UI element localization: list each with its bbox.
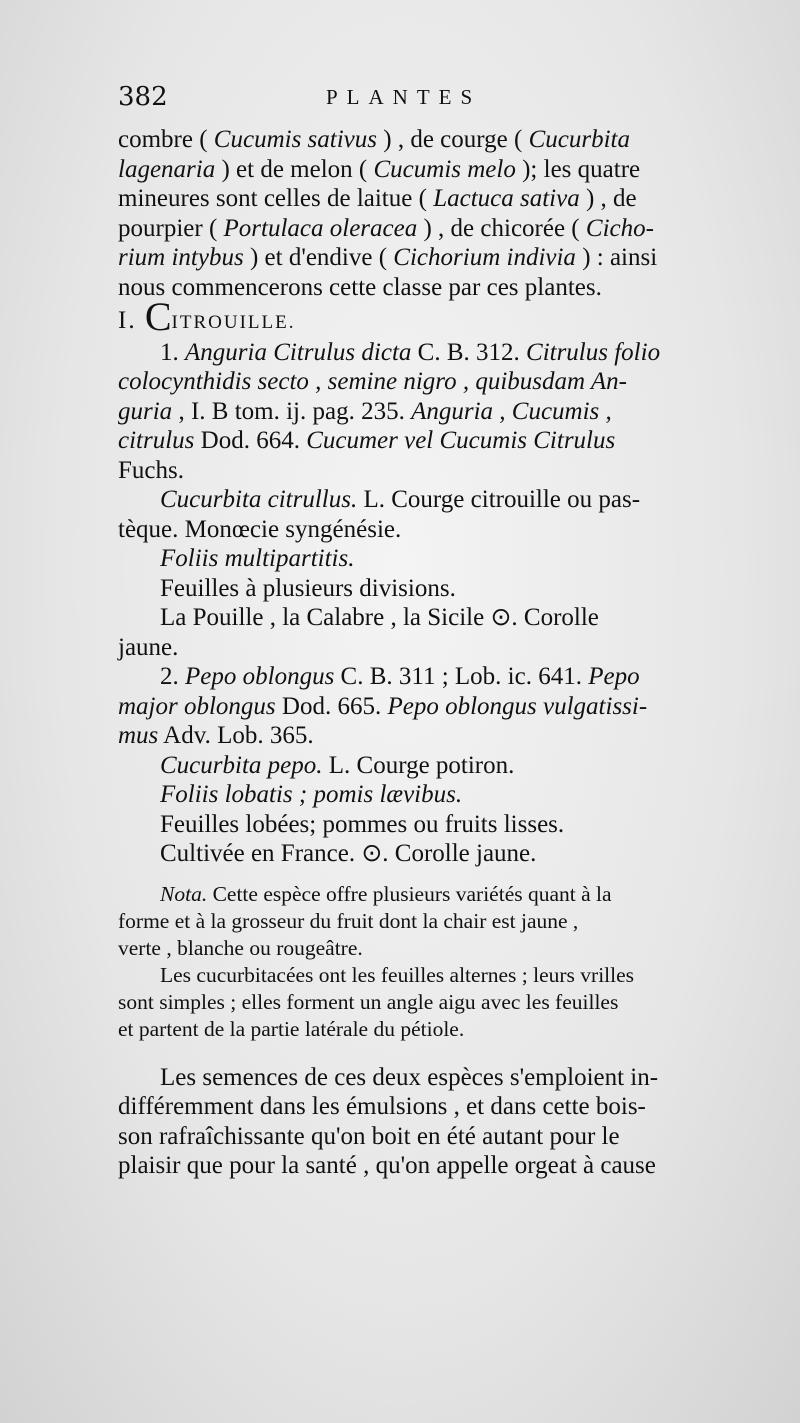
section-heading: I. CITROUILLE. xyxy=(118,294,296,339)
nota-paragraph: Nota. Cette espèce offre plusieurs variétés quant à la forme et à la grosseur du fruit dont la chair est jaune , verte , blanche ou rougeâtre. xyxy=(118,881,612,960)
species-entry-1-habitat: La Pouille , la Calabre , la Sicile ⊙. Corolle jaune. xyxy=(118,604,599,661)
species-entry-1-diagnosis: Foliis multipartitis. xyxy=(160,545,355,572)
intro-paragraph: combre ( Cucumis sativus ) , de courge ( Cucurbita lagenaria ) et de melon ( Cucumis melo ); les quatre mineures sont celles de laitue ( Lactuca sativa ) , de pourpier ( Portulaca oleracea ) , de chicorée ( Cicho- rium intybus ) et d'endive ( Cichorium indivia ) : ainsi nous commencerons cette classe par ces plantes. xyxy=(118,126,658,301)
final-paragraph: Les semences de ces deux espèces s'emploient in- différemment dans les émulsions , et dans cette bois- son rafraîchissante qu'on boit en été autant pour le plaisir que pour la santé , qu'on appelle orgeat à cause xyxy=(118,1063,659,1179)
species-entry-1-linnaeus: Cucurbita citrullus. L. Courge citrouille ou pas- tèque. Monœcie syngénésie. xyxy=(118,486,641,543)
running-title: PLANTES xyxy=(326,85,482,109)
cucurbitaceae-note: Les cucurbitacées ont les feuilles alternes ; leurs vrilles sont simples ; elles forment un angle aigu avec les feuilles et partent de la partie latérale du pétiole. xyxy=(118,962,635,1041)
page-header xyxy=(118,82,778,122)
species-entry-1-leaves: Feuilles à plusieurs divisions. xyxy=(160,574,456,602)
species-entry-2-habitat: Cultivée en France. ⊙. Corolle jaune. xyxy=(160,840,537,867)
species-entry-2-linnaeus: Cucurbita pepo. L. Courge potiron. xyxy=(160,751,515,779)
species-entry-2-leaves: Feuilles lobées; pommes ou fruits lisses. xyxy=(160,810,565,838)
page-body xyxy=(118,125,778,1181)
species-entry-2: 2. Pepo oblongus C. B. 311 ; Lob. ic. 641. Pepo major oblongus Dod. 665. Pepo oblongus vulgatissi- mus Adv. Lob. 365. xyxy=(118,663,648,749)
species-entry-1: 1. Anguria Citrulus dicta C. B. 312. Citrulus folio colocynthidis secto , semine nigro , quibusdam An- guria , I. B tom. ij. pag. 235. Anguria , Cucumis , citrulus Dod. 664. Cucumer vel Cucumis Citrulus Fuchs. xyxy=(118,338,661,484)
page-number: 382 xyxy=(118,82,168,112)
species-entry-2-diagnosis: Foliis lobatis ; pomis lævibus. xyxy=(160,781,463,808)
